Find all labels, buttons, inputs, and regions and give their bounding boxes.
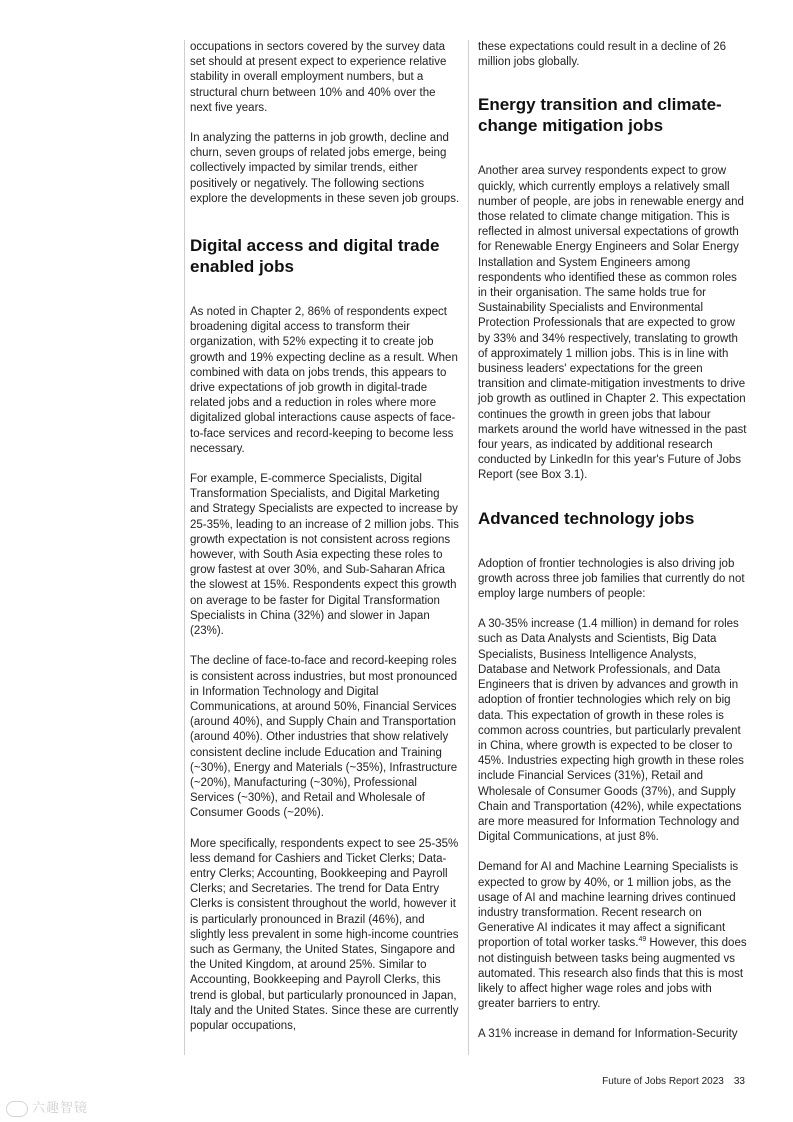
paragraph: More specifically, respondents expect to see 25-35% less demand for Cashiers and Ticket Clerks; Data-entry Clerks; Accounting, Bookkeeping and Payroll Clerks; and Secretaries. The trend for Data Entry Clerks is consistent throughout the world, however it is particularly pronounced in Brazil (46%), and slightly less prevalent in some high-income countries such as Germany, the United States, Singapore and the United Kingdom, at around 25%. Similar to Accounting, Bookkeeping and Payroll Clerks, this trend is global, but particularly pronounced in Japan, Italy and the United States. Since these are currently popular occupations,: [190, 837, 459, 1032]
section-heading-digital-access: Digital access and digital trade enabled jobs: [190, 236, 440, 277]
page-footer: [602, 1076, 745, 1087]
paragraph: The decline of face-to-face and record-keeping roles is consistent across industries, but most pronounced in Information Technology and Digital Communications, at around 50%, Financial Services (around 40%), and Supply Chain and Transportation (around 40%). Other industries that show relatively consistent decline include Education and Training (~30%), Energy and Materials (~35%), Infrastructure (~20%), Manufacturing (~30%), Professional Services (~30%), and Retail and Wholesale of Consumer Goods (~20%).: [190, 655, 458, 820]
watermark-logo-icon: [6, 1101, 28, 1117]
report-title: Future of Jobs Report 2023: [602, 1076, 724, 1087]
paragraph: Another area survey respondents expect to grow quickly, which currently employs a relatively small number of people, are jobs in renewable energy and those related to climate change mitigation. This is reflected in almost universal expectations of growth for Renewable Energy Engineers and Solar Energy Installation and System Engineers among respondents who identified these as common roles in their organisation. The same holds true for Sustainability Specialists and Environmental Protection Professionals that are expected to grow by 33% and 34% respectively, translating to growth of approximately 1 million jobs. This is in line with business leaders' expectations for the green transition and climate-mitigation investments to drive job growth as outlined in Chapter 2. This expectation continues the growth in green jobs that labour markets around the world have witnessed in the past four years, as indicated by additional research conducted by LinkedIn for this year's Future of Jobs Report (see Box 3.1).: [478, 165, 747, 482]
paragraph: Adoption of frontier technologies is also driving job growth across three job families that currently do not employ large numbers of people:: [478, 557, 745, 601]
right-column: [478, 40, 748, 1058]
section-heading-advanced-technology: Advanced technology jobs: [478, 508, 695, 528]
paragraph: A 30-35% increase (1.4 million) in demand for roles such as Data Analysts and Scientists, Big Data Specialists, Business Intelligence Analysts, Database and Network Professionals, and Data Engineers that is driven by advances and growth in adoption of frontier technologies which rely on big data. This expectation of growth in these roles is common across countries, but particularly prevalent in China, where growth is expected to be closer to 45%. Industries expecting high growth in these roles include Financial Services (31%), Retail and Wholesale of Consumer Goods (37%), and Supply Chain and Transportation (42%), while expectations are more measured for Information Technology and Digital Communications, at just 8%.: [478, 618, 744, 844]
paragraph-text: However, this does not distinguish between tasks being augmented vs automated. This research also finds that this is most likely to affect higher wage roles and jobs with greater barriers to entry.: [478, 937, 747, 1011]
middle-column-rule: [468, 40, 469, 1055]
paragraph: A 31% increase in demand for Information-Security: [478, 1028, 738, 1041]
paragraph: these expectations could result in a decline of 26 million jobs globally.: [478, 41, 727, 69]
paragraph-text: Demand for AI and Machine Learning Specialists is expected to grow by 40%, or 1 million jobs, as the usage of AI and machine learning drives continued industry transformation. Recent research on Generative AI indicates it may affect a significant proportion of total worker tasks.: [478, 861, 739, 950]
watermark: [6, 1097, 88, 1117]
section-heading-energy-transition: Energy transition and climate-change mitigation jobs: [478, 95, 722, 136]
left-column: [190, 40, 460, 1049]
paragraph: occupations in sectors covered by the survey data set should at present expect to experience relative stability in overall employment numbers, but a structural churn between 10% and 40% over the next five years.: [190, 41, 447, 114]
paragraph: [478, 860, 748, 1012]
page-number: 33: [733, 1076, 745, 1087]
paragraph: In analyzing the patterns in job growth, decline and churn, seven groups of related jobs emerge, being collectively impacted by similar trends, either positively or negatively. The following sections explore the developments in these seven job groups.: [190, 132, 460, 205]
footnote-reference[interactable]: 49: [638, 936, 647, 944]
left-column-rule: [184, 40, 185, 1055]
paragraph: As noted in Chapter 2, 86% of respondents expect broadening digital access to transform their organization, with 52% expecting it to create job growth and 19% expecting decline as a result. When combined with data on jobs trends, this appears to drive expectations of job growth in digital-trade related jobs and a reduction in roles where more digitalized global interactions cause aspects of face-to-face services and record-keeping to become less necessary.: [190, 306, 458, 455]
paragraph: For example, E-commerce Specialists, Digital Transformation Specialists, and Digital Marketing and Strategy Specialists are expected to increase by 25-35%, leading to an increase of 2 million jobs. This growth expectation is not consistent across regions however, with South Asia expecting these roles to grow fastest at over 30%, and Sub-Saharan Africa the slowest at 15%. Respondents expect this growth on average to be faster for Digital Transformation Specialists in China (32%) and slower in Japan (23%).: [190, 473, 459, 638]
watermark-text: 六趣智镜: [32, 1101, 89, 1116]
